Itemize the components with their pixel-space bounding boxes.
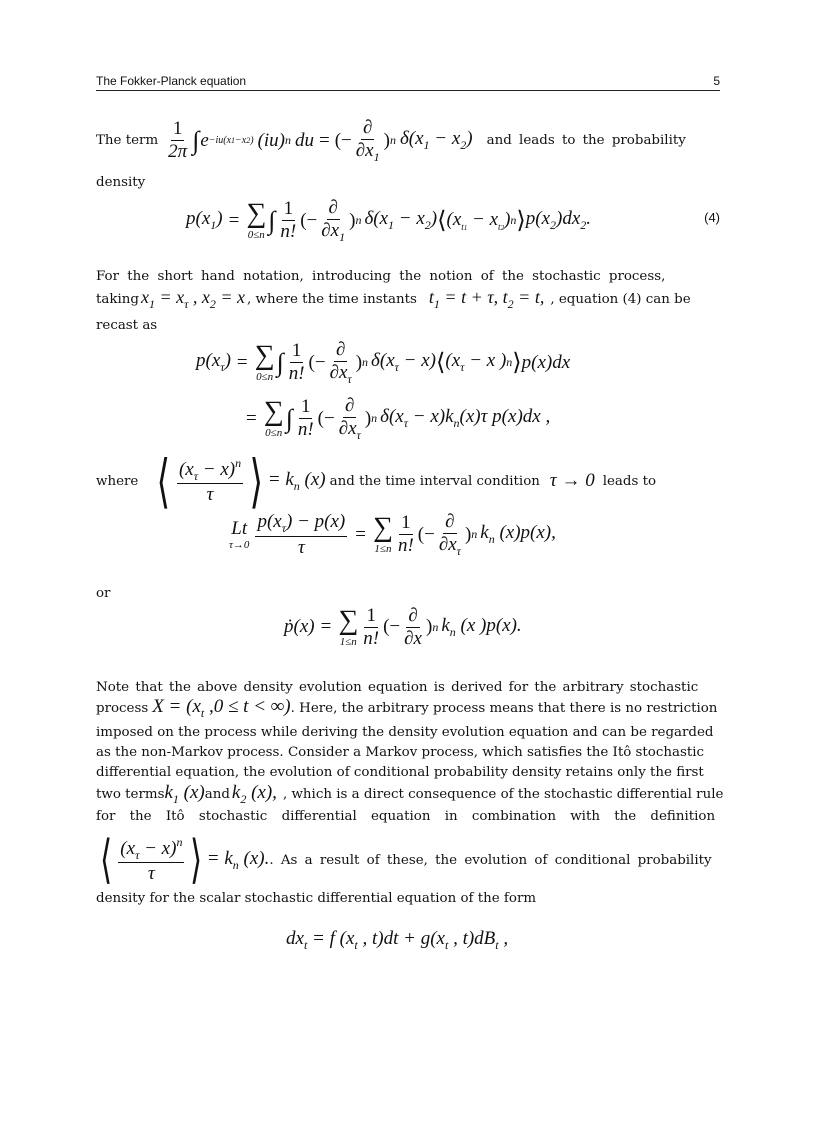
para4-line2: process $X = (x_t$ ,0 ≤ t < ∞) . Here, the arbitrary process means that there is no restriction (96, 696, 718, 720)
or-text: or (96, 586, 111, 601)
recast-equation-2: = ∑ 0≤n ∫ $\frac{1}{n!}$ (− $\frac{\partial}{\partial x_\tau}$ ) n $\delta(x_\tau - x)k_n(x)\tau$ p(x)dx , (246, 395, 551, 442)
para4-line7: for the Itô stochastic differential equation in combination with the definition (96, 809, 716, 824)
inline-fraction: $\frac{1}{2\pi}$ (168, 118, 188, 163)
para4-and: and (204, 787, 230, 802)
running-title: The Fokker-Planck equation (96, 74, 247, 88)
page-number: 5 (713, 74, 720, 88)
para4-line4: as the non-Markov process. Consider a Markov process, which satisfies the Itô stochastic (96, 745, 704, 760)
para2-line3: recast as (96, 318, 158, 333)
equation-4: $p(x_1)$ = ∑ 0≤n ∫ $\frac{1}{n!}$ (− $\frac{\partial}{\partial x_1}$ ) n $\delta(x_1 - x_2)$ ⟨ $(x_{t1} - x_{t2})$ n ⟩ $p(x_2)dx_2$. (186, 197, 592, 244)
para1-cont: density (96, 175, 146, 190)
para4-process: process (96, 701, 149, 716)
para2-taking: taking (96, 292, 139, 307)
para4-line8: ⟨ $\frac{(x_\tau - x)^n}{\tau}$ ⟩ = $k_n$ (x). . As a result of these, the evolution of conditional probability (100, 832, 712, 889)
equation-4-label: (4) (704, 210, 720, 225)
where-text: where (96, 473, 139, 489)
para1-tail: and leads to the probability (486, 133, 686, 149)
running-header (96, 74, 720, 91)
para4-restriction: . Here, the arbitrary process means that there is no restriction (290, 701, 718, 716)
where-line: where ⟨ $\frac{(x_\tau - x)^n}{\tau}$ ⟩ = $k_n$ (x) and the time interval condition τ → 0 leads to (96, 449, 657, 514)
para4-line6: two terms $k_1$ (x) and $k_2$ (x), , which is a direct consequence of the stochastic differential rule (96, 782, 724, 806)
leads-to-text: leads to (602, 473, 657, 489)
para4-two-terms: two terms (96, 787, 165, 802)
recast-equation-1: $p(x_\tau)$ = ∑ 0≤n ∫ $\frac{1}{n!}$ (− $\frac{\partial}{\partial x_\tau}$ ) n $\delta(x_\tau - x)$ ⟨ ($x_\tau - x$ ) n ⟩ p(x)dx (196, 339, 571, 386)
para2-instants: , where the time instants (247, 292, 417, 307)
para4-result: . As a result of these, the evolution of conditional probability (269, 852, 712, 868)
para4-line1: Note that the above density evolution equation is derived for the arbitrary stochastic (96, 680, 699, 695)
para4-line3: imposed on the process while deriving the density evolution equation and can be regarded (96, 725, 714, 740)
limit-equation: Lt τ→0 $\frac{p(x_\tau) - p(x)}{\tau}$ = ∑ 1≤n $\frac{1}{n!}$ (− $\frac{\partial}{\partial x_\tau}$ ) n $k_n$ (x)p(x), (229, 511, 556, 558)
para4-line9: density for the scalar stochastic differential equation of the form (96, 891, 537, 906)
para4-direct: , which is a direct consequence of the stochastic differential rule (282, 787, 724, 802)
para2-line1: For the short hand notation, introducing the notion of the stochastic process, (96, 269, 666, 284)
para1-lead: The term (96, 133, 159, 149)
density-evolution-equation: ṗ(x) = ∑ 1≤n $\frac{1}{n!}$ (− $\frac{\partial}{\partial x}$ ) n $k_n$ (x )p(x). (284, 604, 522, 649)
para2-line2: taking $x_1 = x_\tau$ , $x_2 = x$ , where the time instants $t_1 = t + \tau$, $t_2 = t$, , equation (4) can be (96, 287, 691, 311)
time-condition-text: and the time interval condition (329, 473, 540, 489)
para2-recast: , equation (4) can be (550, 292, 691, 307)
para4-line5: differential equation, the evolution of conditional probability density retains only the first (96, 765, 704, 780)
sde-equation: $dx_t = f$ ($x_t$ , $t)dt + g(x_t$ , $t)dB_t$ , (286, 928, 509, 952)
para1-line: The term $\frac{1}{2\pi}$ ∫ e −iu(x1−x2) (iu) n du = (− $\frac{\partial}{\partial x_1}$ ) n $\delta(x_1 - x_2)$ and leads to the probability (96, 117, 686, 164)
